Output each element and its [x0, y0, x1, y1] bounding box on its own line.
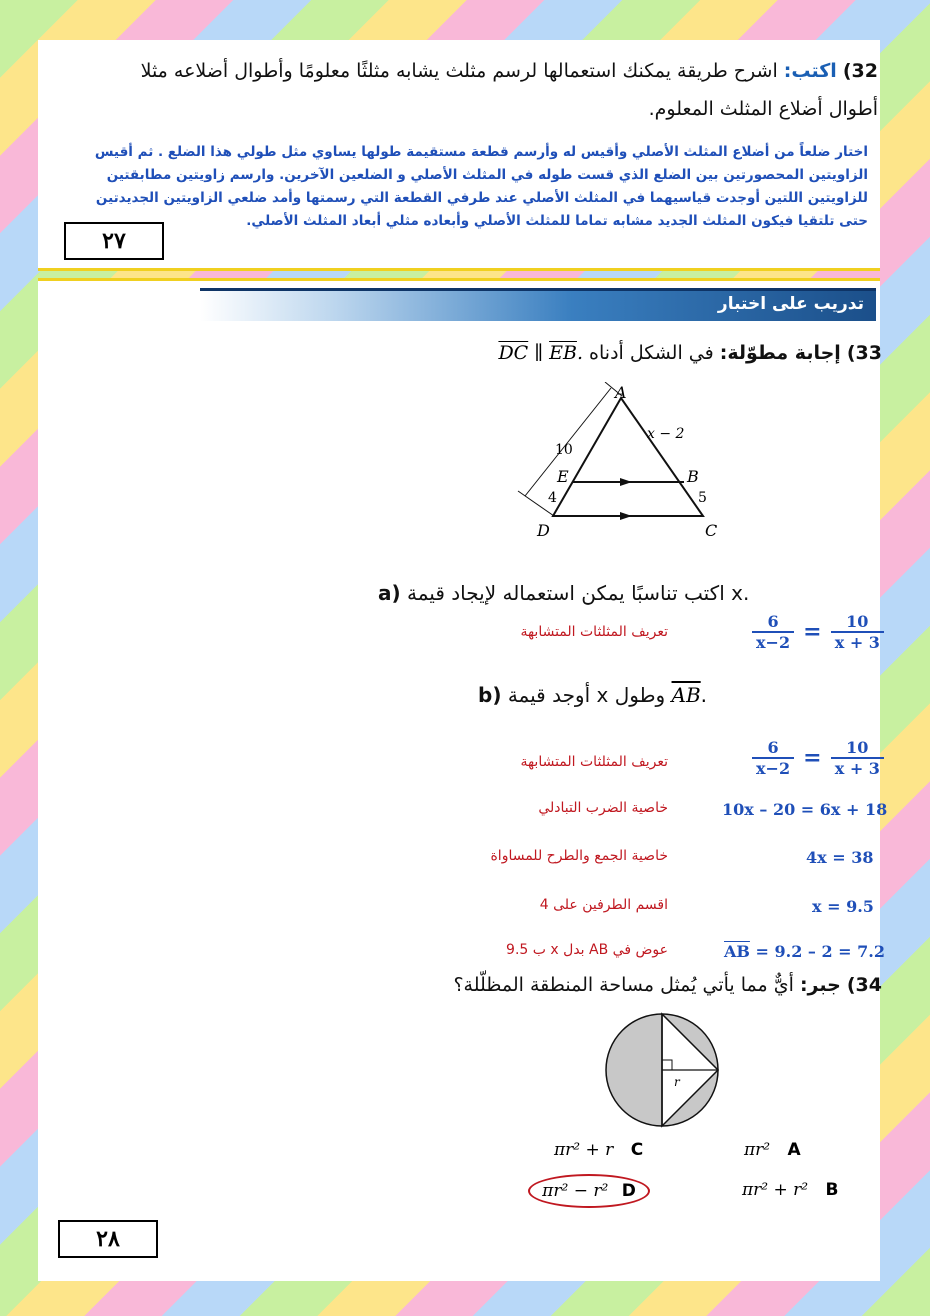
page-number-bottom: ٢٨ [58, 1220, 158, 1258]
parallel-symbol: ∥ [534, 342, 544, 364]
part-a-proportion [752, 612, 884, 652]
triangle-adc [553, 398, 703, 516]
segment-dc: $\overline{DC}$ [498, 342, 529, 364]
circle-figure [600, 1008, 724, 1132]
q33-parallel-statement [498, 342, 583, 364]
step-2-equation: 10x – 20 = 6x + 18 [722, 800, 888, 819]
page-number-top: ٢٧ [64, 222, 164, 260]
step-1-reason: تعريف المثلثات المتشابهة [520, 754, 668, 770]
q33-part-a-prompt [378, 578, 878, 608]
vertex-a-label: A [615, 383, 627, 402]
choice-b-expr: πr² + r² [742, 1180, 809, 1200]
bottom-page-panel [38, 278, 880, 1281]
part-b-frac-right-den: x + 3 [834, 759, 880, 778]
q34-prompt [382, 970, 882, 1000]
part-a-label: a) [378, 581, 401, 605]
label-side-10: 10 [555, 442, 573, 458]
q34-text: أيٌّ مما يأتي يُمثل مساحة المنطقة المظلّلة؟ [453, 974, 794, 996]
part-b-text-post: . [700, 683, 708, 707]
part-a-equals: = [803, 619, 822, 645]
part-a-frac-right-num: 10 [831, 612, 884, 633]
step-3-reason: خاصية الجمع والطرح للمساواة [490, 848, 668, 864]
banner-label: تدريب على اختبار [717, 294, 864, 314]
part-b-segment: AB [671, 683, 701, 707]
q32-keyword: اكتب: [783, 60, 837, 82]
step-4-equation: x = 9.5 [812, 897, 874, 916]
choice-c[interactable] [554, 1140, 643, 1160]
q32-line1: اشرح طريقة يمكنك استعمالها لرسم مثلث يشابه مثلثًا معلومًا وأطوال أضلاعه مثلا [140, 60, 778, 82]
part-a-frac-right-den: x + 3 [834, 633, 880, 652]
q33-text: في الشكل أدناه [589, 342, 714, 364]
vertex-c-label: C [705, 521, 718, 540]
step-5-eq-text: = 9.2 – 2 = 7.2 [749, 942, 885, 961]
step-5-reason: عوض في AB بدل x ب 9.5 [506, 942, 668, 958]
part-b-frac-right-num: 10 [831, 738, 884, 759]
label-side-x-minus-2: x − 2 [647, 426, 685, 442]
q32-line2-wrap [58, 94, 878, 124]
q32-number: 32) [842, 60, 878, 82]
q33-part-b-prompt [478, 680, 878, 710]
vertex-b-label: B [687, 467, 699, 486]
radius-label: r [674, 1075, 680, 1089]
triangle-figure [505, 382, 730, 542]
parallel-arrow-eb [620, 478, 632, 486]
choice-b[interactable] [742, 1180, 838, 1200]
q33-prompt [382, 338, 882, 368]
section-banner [200, 288, 876, 321]
choice-d-circled[interactable] [528, 1174, 650, 1208]
step-4-reason: اقسم الطرفين على 4 [539, 897, 668, 913]
step-3-equation: 4x = 38 [806, 848, 874, 867]
part-a-frac-left-den: x−2 [756, 633, 791, 652]
part-a-frac-right [831, 612, 884, 652]
choice-c-letter: C [630, 1140, 644, 1160]
choice-b-letter: B [825, 1180, 839, 1200]
q32-prompt [48, 56, 878, 86]
label-side-4: 4 [548, 490, 557, 506]
part-b-frac-right [831, 738, 884, 778]
q33-number: 33) [846, 342, 882, 364]
q32-answer: اختار ضلعاً من أضلاع المثلث الأصلي وأقيس له وأرسم قطعة مستقيمة طولها يساوي مثل طولي هذا الضلع . ثم أقيس الزاويتين المحصورتين بين الضلع الذي قست طوله في المثلث الأصلي و الضلعين الآخرين. وارسم زاويتين مطابقتين للزاويتين اللتين أوجدت قياسيهما في المثلث الأصلي عند طرفي القطعة التي رسمتها وأمد ضلعي الزاويتين الجديدتين حتى تلتقيا فيكون المثلث الجديد مشابه تماما للمثلث الأصلي وأبعاده مثلي أبعاد المثلث الأصلي. [94, 144, 868, 229]
q32-line2: أطوال أضلاع المثلث المعلوم. [648, 98, 878, 120]
choice-a[interactable] [744, 1140, 801, 1160]
choice-a-expr: πr² [744, 1140, 776, 1160]
choice-c-expr: πr² + r [554, 1140, 614, 1160]
choice-d-letter: D [621, 1181, 636, 1201]
q33-keyword: إجابة مطوّلة: [719, 342, 841, 364]
vertex-d-label: D [537, 521, 550, 540]
part-b-frac-left-den: x−2 [756, 759, 791, 778]
label-side-5: 5 [698, 490, 707, 506]
q34-number: 34) [846, 974, 882, 996]
q34-keyword: جبر: [799, 974, 841, 996]
part-a-text: اكتب تناسبًا يمكن استعماله لإيجاد قيمة x. [407, 581, 750, 605]
choice-d-expr: πr² − r² [542, 1181, 609, 1201]
part-b-equals: = [803, 745, 822, 771]
part-b-frac-left [752, 738, 794, 778]
segment-eb: $\overline{EB}$ [549, 342, 577, 364]
q33-period: . [576, 342, 583, 364]
part-b-text-pre: أوجد قيمة x وطول [507, 683, 666, 707]
part-a-frac-left-num: 6 [752, 612, 794, 633]
vertex-e-label: E [557, 467, 569, 486]
step-5-equation [724, 942, 885, 961]
choice-a-letter: A [787, 1140, 801, 1160]
part-b-frac-left-num: 6 [752, 738, 794, 759]
part-b-proportion [752, 738, 884, 778]
part-a-reason: تعريف المثلثات المتشابهة [520, 624, 668, 640]
part-a-frac-left [752, 612, 794, 652]
step-5-segment: $\overline{AB}$ [724, 942, 750, 961]
step-2-reason: خاصية الضرب التبادلي [538, 800, 668, 816]
parallel-arrow-dc [620, 512, 632, 520]
part-b-label: b) [478, 683, 502, 707]
